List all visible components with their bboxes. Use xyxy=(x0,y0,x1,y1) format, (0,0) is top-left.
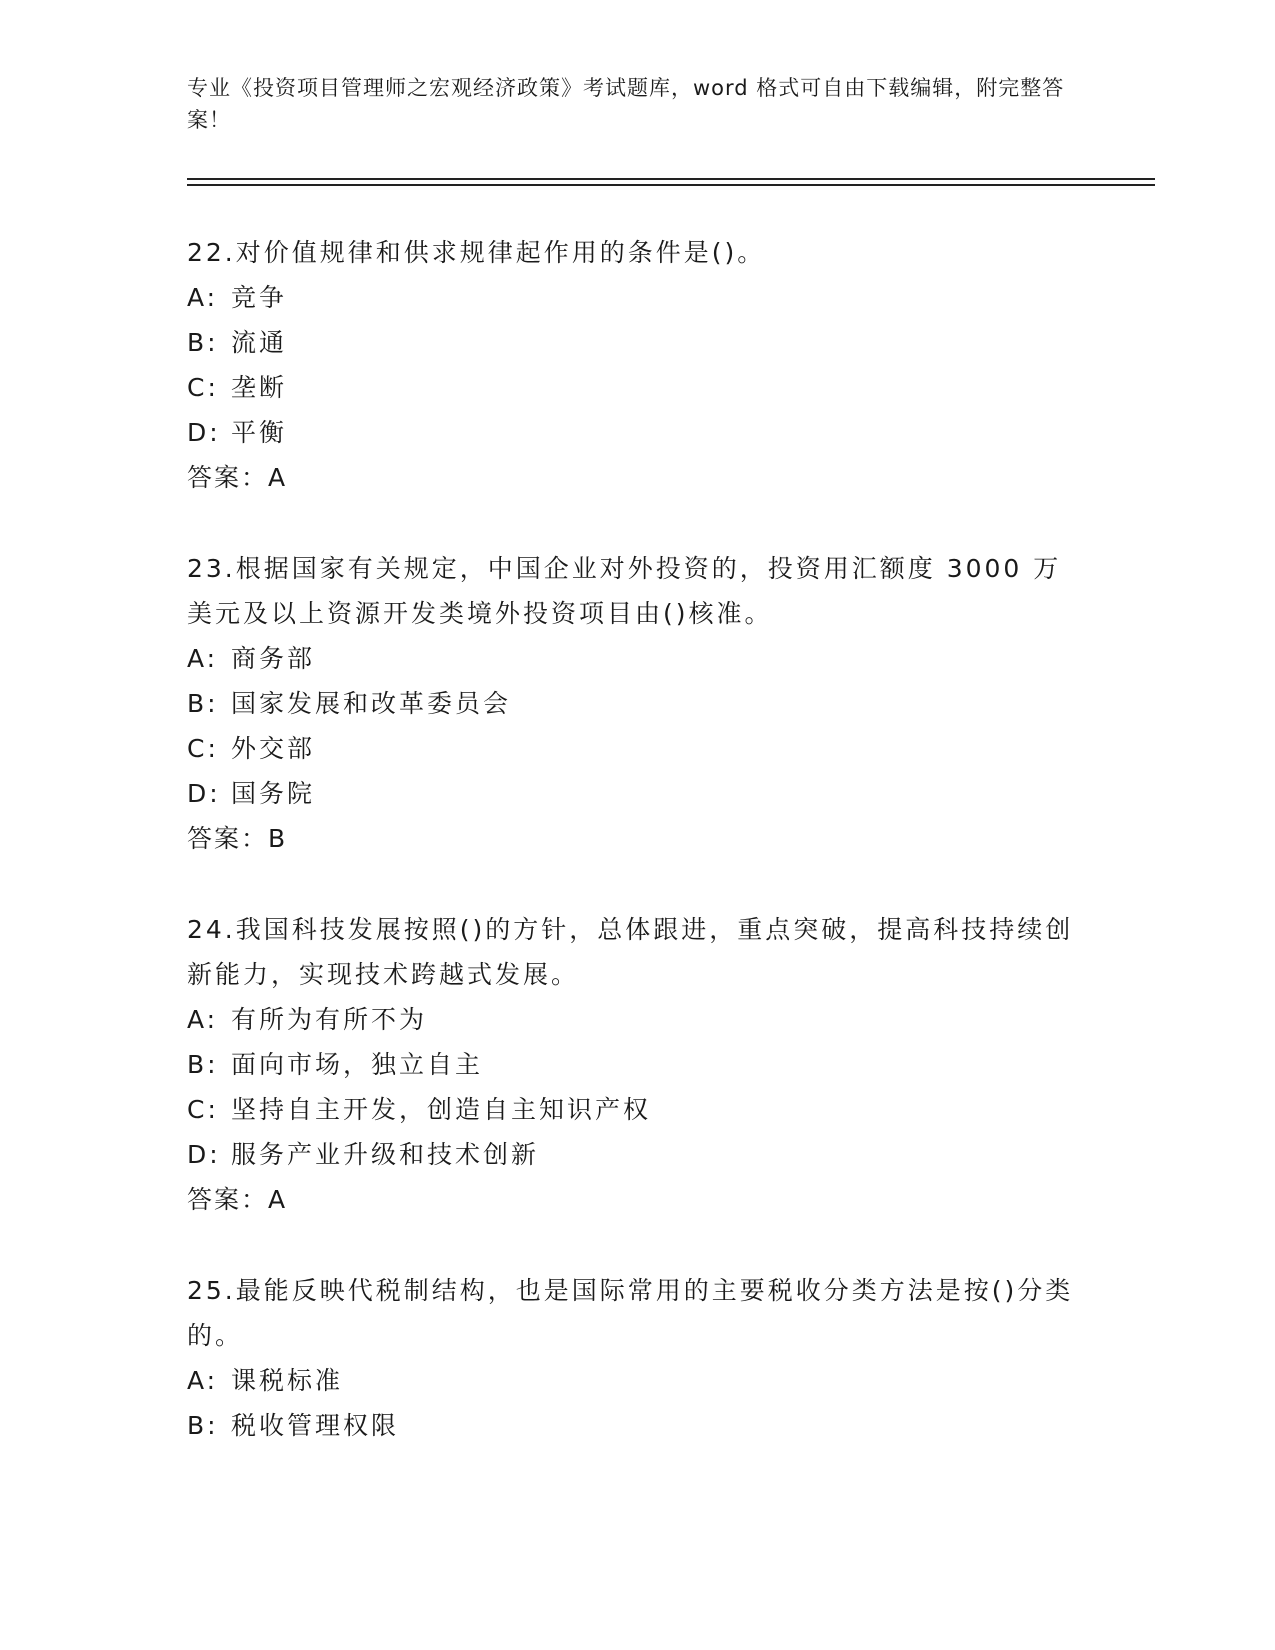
option-c xyxy=(187,365,1087,410)
question-stem: 23.根据国家有关规定，中国企业对外投资的，投资用汇额度 3000 万美元及以上资源开发类境外投资项目由()核准。 xyxy=(187,554,1062,628)
option-b xyxy=(187,1403,1087,1448)
option-text: 流通 xyxy=(231,328,288,357)
answer-line: 答案：B xyxy=(187,824,288,853)
question-22 xyxy=(187,230,1087,500)
option-a xyxy=(187,1358,1087,1403)
option-label: C: xyxy=(187,1095,219,1124)
option-text: 外交部 xyxy=(231,734,316,763)
option-b xyxy=(187,320,1087,365)
option-label: C: xyxy=(187,373,219,402)
option-c xyxy=(187,1087,1087,1132)
option-label: D: xyxy=(187,779,221,808)
option-label: B: xyxy=(187,1050,219,1079)
question-stem: 22.对价值规律和供求规律起作用的条件是()。 xyxy=(187,238,766,267)
option-text: 面向市场，独立自主 xyxy=(231,1050,484,1079)
option-text: 平衡 xyxy=(231,418,288,447)
option-d xyxy=(187,771,1087,816)
question-list xyxy=(187,230,1087,1494)
option-label: C: xyxy=(187,734,219,763)
option-d xyxy=(187,410,1087,455)
option-label: B: xyxy=(187,328,219,357)
option-a xyxy=(187,636,1087,681)
option-text: 坚持自主开发，创造自主知识产权 xyxy=(231,1095,652,1124)
option-text: 税收管理权限 xyxy=(231,1411,400,1440)
document-header: 专业《投资项目管理师之宏观经济政策》考试题库，word 格式可自由下载编辑，附完整答案！ xyxy=(187,76,1065,132)
option-label: D: xyxy=(187,1140,221,1169)
answer-line: 答案：A xyxy=(187,463,288,492)
option-c xyxy=(187,726,1087,771)
question-24 xyxy=(187,907,1087,1222)
header-divider-top xyxy=(187,178,1155,180)
option-label: A: xyxy=(187,283,219,312)
option-label: D: xyxy=(187,418,221,447)
question-25 xyxy=(187,1268,1087,1448)
option-label: B: xyxy=(187,1411,219,1440)
option-label: A: xyxy=(187,644,219,673)
option-text: 垄断 xyxy=(231,373,288,402)
option-text: 竞争 xyxy=(231,283,288,312)
option-text: 国务院 xyxy=(231,779,316,808)
option-label: B: xyxy=(187,689,219,718)
answer-line: 答案：A xyxy=(187,1185,288,1214)
question-23 xyxy=(187,546,1087,861)
option-label: A: xyxy=(187,1005,219,1034)
option-text: 国家发展和改革委员会 xyxy=(231,689,512,718)
option-text: 有所为有所不为 xyxy=(231,1005,428,1034)
option-b xyxy=(187,681,1087,726)
option-d xyxy=(187,1132,1087,1177)
option-text: 服务产业升级和技术创新 xyxy=(231,1140,540,1169)
option-text: 课税标准 xyxy=(231,1366,344,1395)
question-stem: 25.最能反映代税制结构，也是国际常用的主要税收分类方法是按()分类的。 xyxy=(187,1276,1074,1350)
option-label: A: xyxy=(187,1366,219,1395)
option-a xyxy=(187,997,1087,1042)
header-divider-bottom xyxy=(187,184,1155,186)
option-b xyxy=(187,1042,1087,1087)
question-stem: 24.我国科技发展按照()的方针，总体跟进，重点突破，提高科技持续创新能力，实现技术跨越式发展。 xyxy=(187,915,1074,989)
option-text: 商务部 xyxy=(231,644,316,673)
option-a xyxy=(187,275,1087,320)
